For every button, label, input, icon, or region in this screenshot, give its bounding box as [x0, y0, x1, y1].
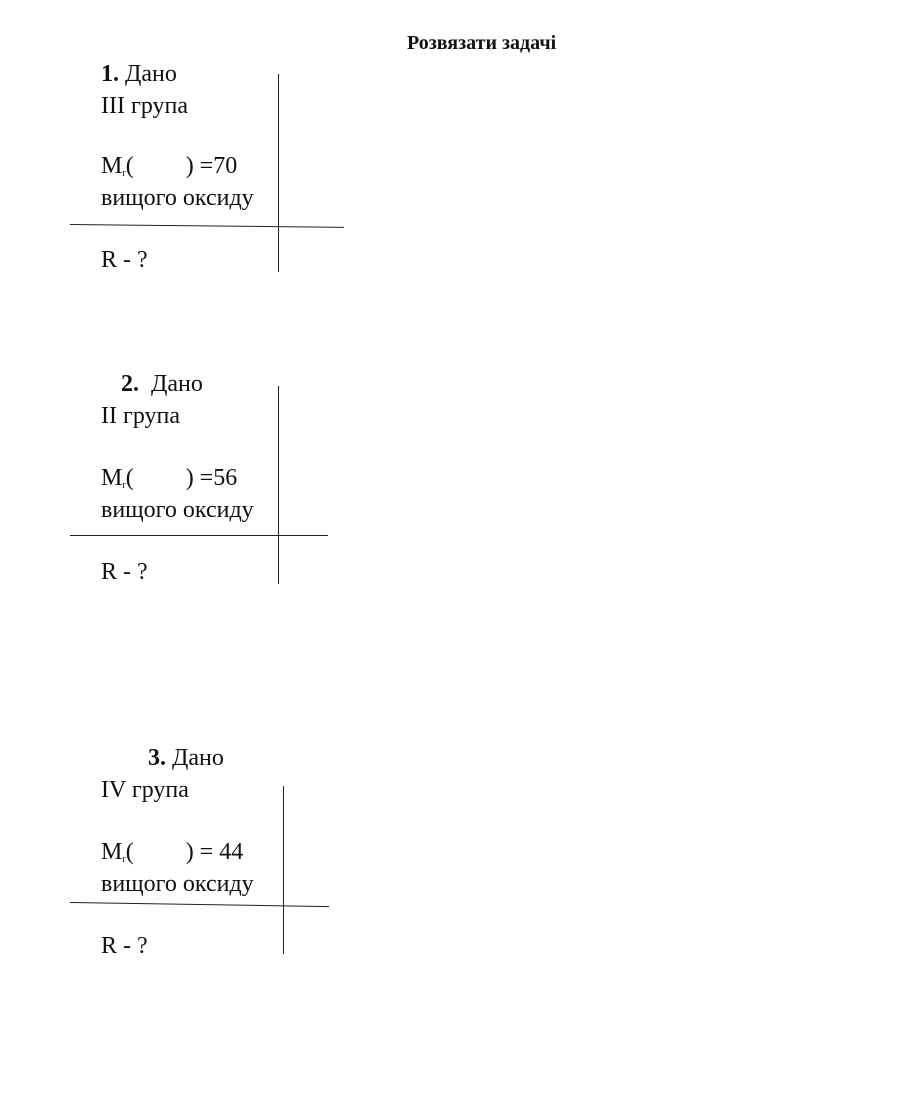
- problem-1: [0, 60, 400, 300]
- find-label: R - ?: [101, 247, 148, 273]
- problem-heading: [101, 60, 177, 88]
- molar-mass-line: Mr( ) =56: [101, 465, 238, 491]
- problem-3: [0, 744, 400, 984]
- given-label: Дано: [151, 371, 203, 397]
- given-divider-vertical: [283, 786, 284, 954]
- problem-heading: [121, 370, 203, 398]
- problem-heading: [148, 744, 224, 772]
- group-label: II група: [101, 403, 181, 429]
- molar-mass-line: Mr( ) =70: [101, 153, 238, 179]
- problem-number: 2.: [121, 371, 139, 397]
- page-title: Розвязати задачі: [407, 32, 557, 54]
- oxide-label: вищого оксиду: [101, 185, 254, 211]
- given-label: Дано: [125, 61, 177, 87]
- molar-mass-value: ) =70: [185, 153, 238, 179]
- given-divider-horizontal: [70, 535, 328, 536]
- problem-2: [0, 370, 400, 610]
- find-label: R - ?: [101, 559, 148, 585]
- molar-mass-value: ) = 44: [185, 839, 244, 865]
- oxide-label: вищого оксиду: [101, 871, 254, 897]
- molar-mass-value: ) =56: [185, 465, 238, 491]
- find-label: R - ?: [101, 933, 148, 959]
- given-divider-horizontal: [70, 224, 344, 228]
- given-divider-vertical: [278, 74, 279, 272]
- problem-number: 1.: [101, 61, 119, 87]
- group-label: IV група: [101, 777, 189, 803]
- given-divider-vertical: [278, 386, 279, 584]
- group-label: III група: [101, 93, 188, 119]
- given-divider-horizontal: [70, 902, 329, 907]
- oxide-label: вищого оксиду: [101, 497, 254, 523]
- given-label: Дано: [172, 745, 224, 771]
- molar-mass-line: Mr( ) = 44: [101, 839, 244, 865]
- problem-number: 3.: [148, 745, 166, 771]
